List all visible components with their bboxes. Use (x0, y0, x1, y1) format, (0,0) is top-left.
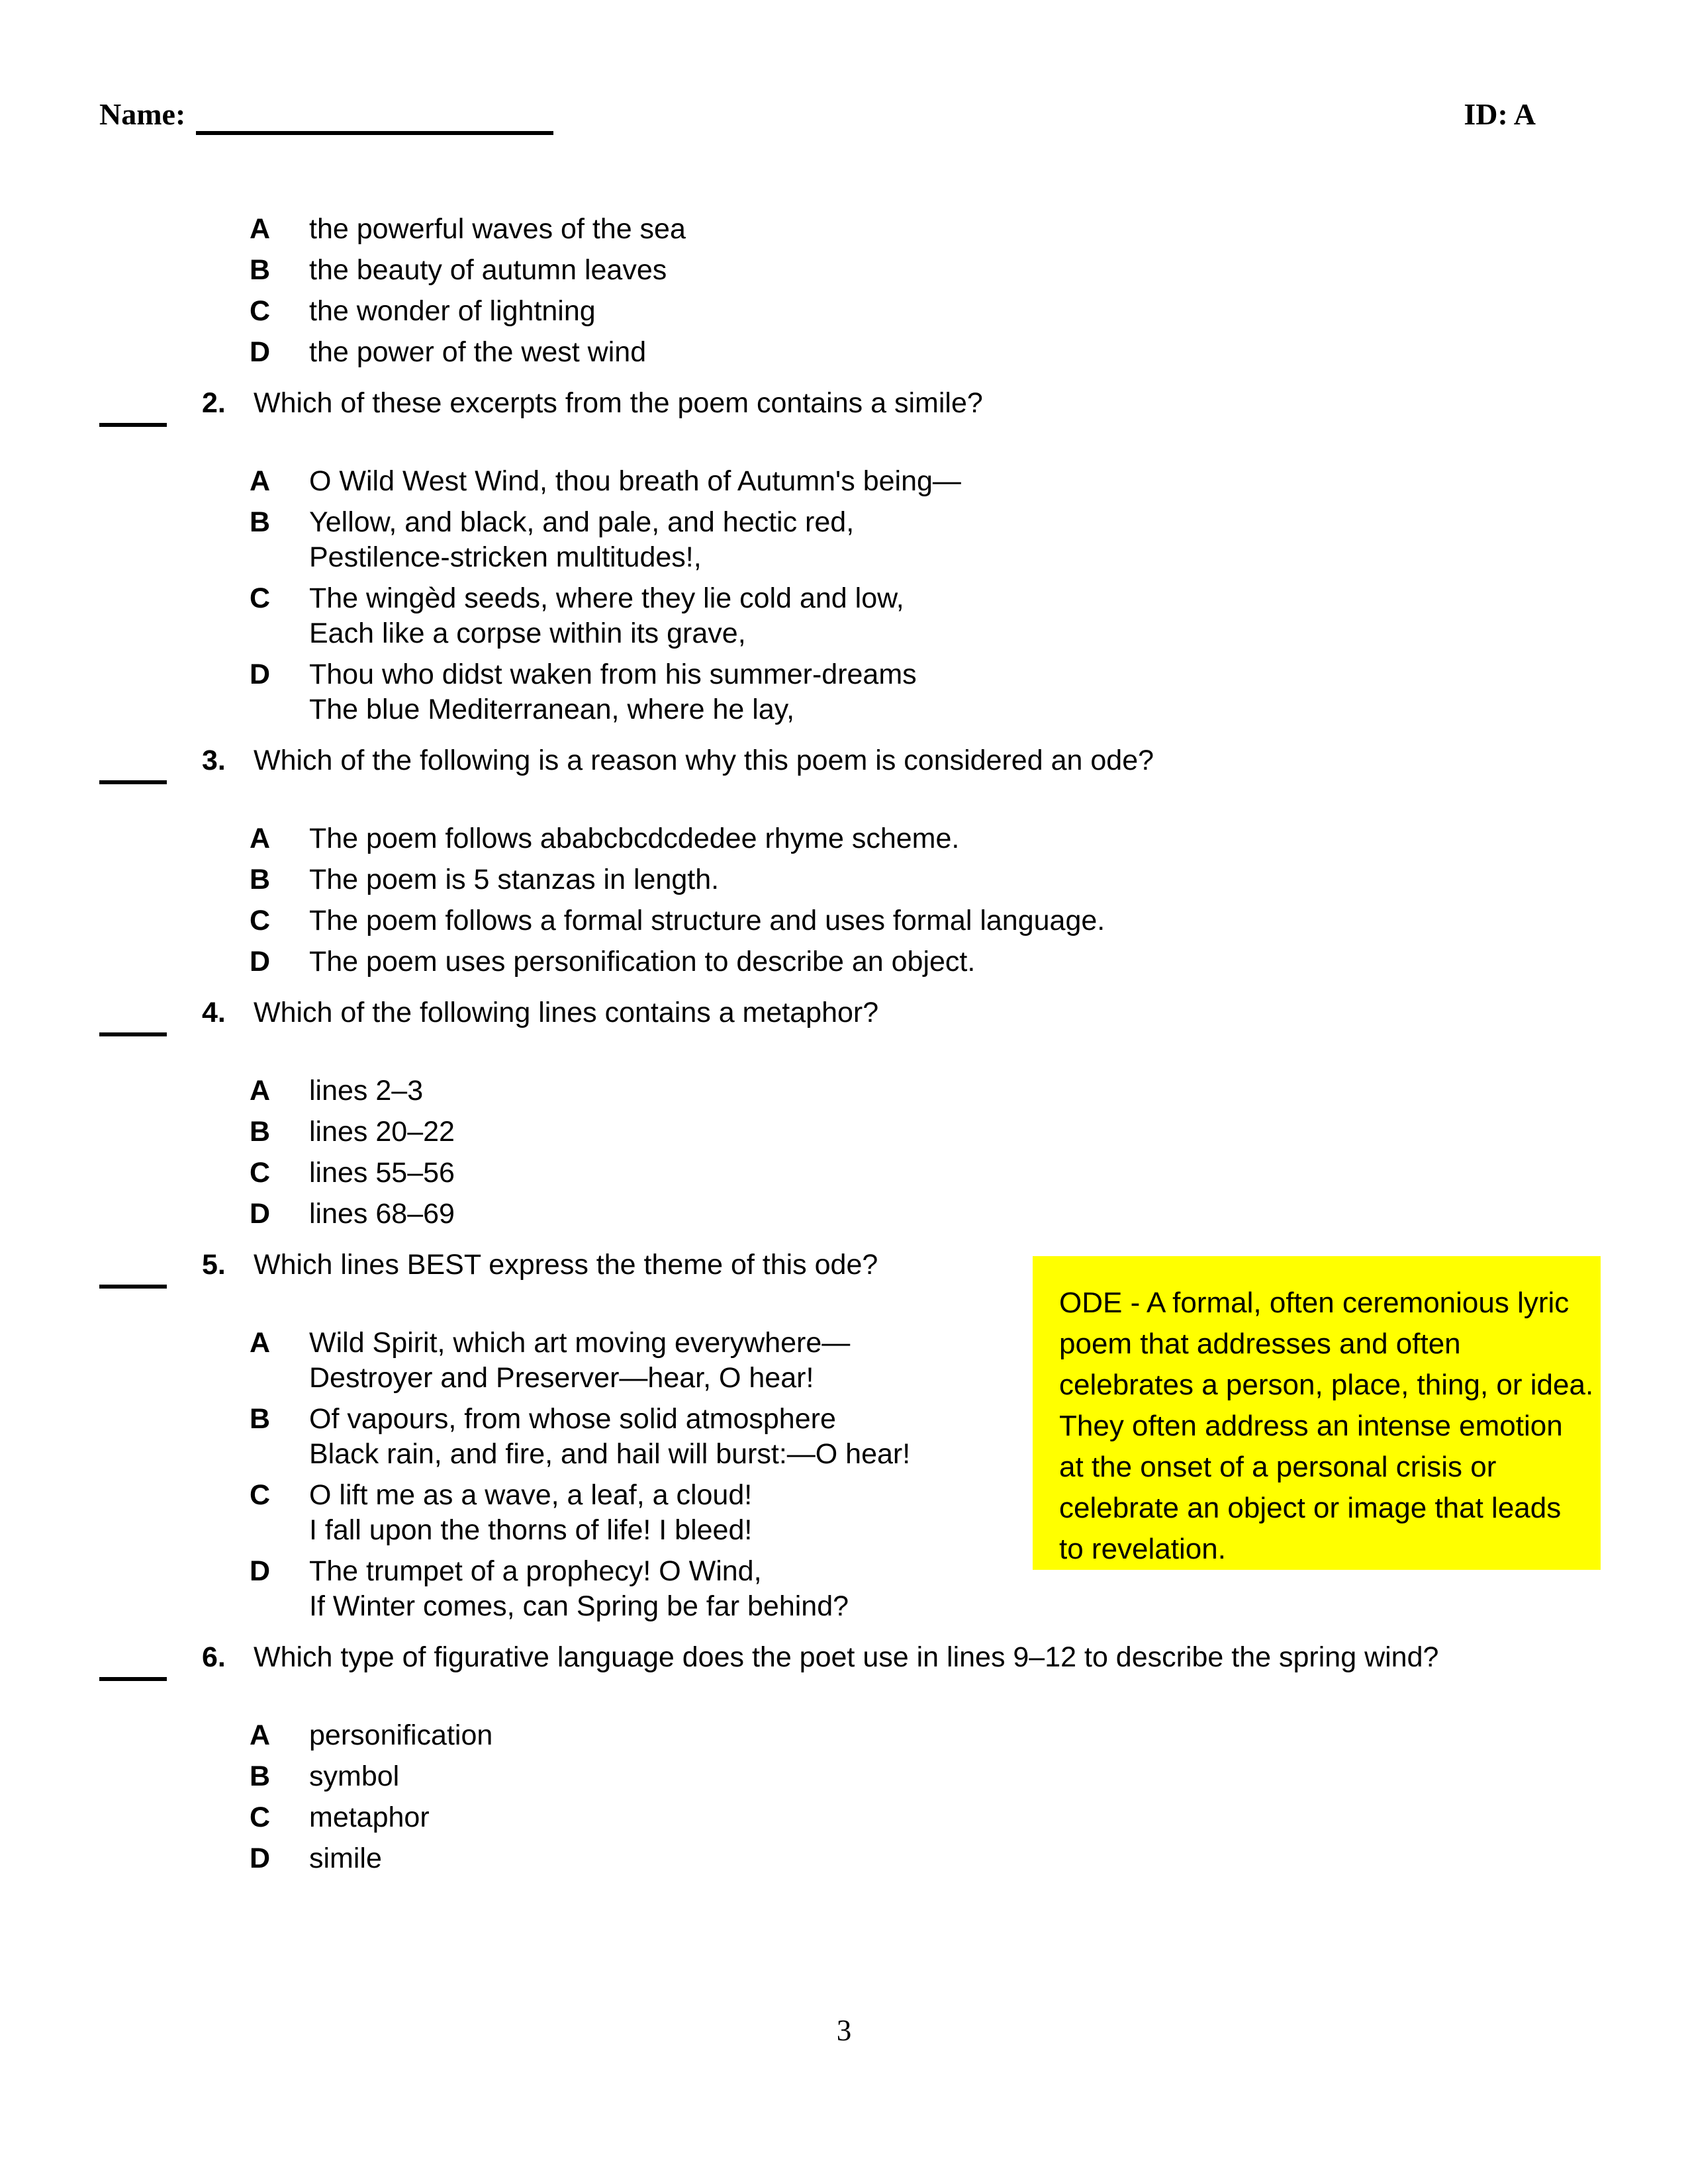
choice-letter: D (250, 336, 271, 368)
choice-letter: A (250, 465, 271, 497)
choice-c (250, 1156, 1688, 1191)
answer-blank[interactable] (99, 1285, 167, 1289)
question-4 (99, 995, 1688, 1030)
choice-c (250, 1800, 1688, 1835)
question-text: Which of the following lines contains a metaphor? (254, 997, 879, 1028)
choice-text: Each like a corpse within its grave, (309, 617, 746, 649)
choice-c (250, 903, 1688, 938)
choice-text: Of vapours, from whose solid atmosphere (309, 1403, 836, 1435)
choice-letter: C (250, 1801, 271, 1833)
choice-letter: D (250, 946, 271, 978)
choice-text: The poem uses personification to describe an object. (309, 946, 976, 978)
question-number: 6. (202, 1641, 226, 1673)
choice-b (250, 862, 1688, 897)
choice-letter: A (250, 823, 271, 854)
choice-text: Yellow, and black, and pale, and hectic red, (309, 506, 855, 538)
choice-c (250, 294, 1688, 329)
choice-a (250, 821, 1688, 856)
choice-text: lines 68–69 (309, 1198, 455, 1230)
choice-text: The poem follows ababcbcdcdedee rhyme scheme. (309, 823, 960, 854)
answer-blank[interactable] (99, 1677, 167, 1681)
choice-c (250, 1478, 1688, 1548)
choice-letter: B (250, 1116, 271, 1148)
question-3 (99, 743, 1688, 778)
question-area (99, 212, 1688, 1882)
choice-text: lines 2–3 (309, 1075, 424, 1107)
choice-letter: D (250, 1843, 271, 1874)
note-line: They often address an intense emotion (1059, 1410, 1563, 1442)
choice-d (250, 1554, 1688, 1624)
choice-a (250, 1718, 1688, 1753)
question-6-choices (99, 1718, 1688, 1876)
choice-letter: B (250, 254, 271, 286)
choice-letter: B (250, 506, 271, 538)
choice-text: The blue Mediterranean, where he lay, (309, 694, 795, 725)
choice-text: metaphor (309, 1801, 430, 1833)
choice-letter: B (250, 1760, 271, 1792)
choice-text: Wild Spirit, which art moving everywhere— (309, 1327, 851, 1359)
question-text: Which type of figurative language does the poet use in lines 9–12 to describe the spring wind? (254, 1641, 1439, 1673)
choice-text: lines 55–56 (309, 1157, 455, 1189)
choice-letter: C (250, 582, 271, 614)
choice-letter: B (250, 1403, 271, 1435)
choice-text: The wingèd seeds, where they lie cold and low, (309, 582, 904, 614)
note-line: celebrates a person, place, thing, or idea. (1059, 1369, 1594, 1401)
question-2-choices (99, 464, 1688, 727)
choice-b (250, 1115, 1688, 1150)
choice-text: simile (309, 1843, 382, 1874)
question-number: 4. (202, 997, 226, 1028)
question-5-choices (99, 1326, 1688, 1624)
choice-d (250, 944, 1688, 979)
note-line: to revelation. (1059, 1533, 1226, 1565)
page-number: 3 (836, 2014, 852, 2047)
choice-letter: D (250, 1555, 271, 1587)
choice-text: symbol (309, 1760, 400, 1792)
question-text: Which of these excerpts from the poem contains a simile? (254, 387, 983, 419)
choice-text: the beauty of autumn leaves (309, 254, 667, 286)
answer-blank[interactable] (99, 423, 167, 427)
choice-letter: A (250, 1719, 271, 1751)
choice-letter: A (250, 1075, 271, 1107)
question-number: 3. (202, 745, 226, 776)
choice-text: O lift me as a wave, a leaf, a cloud! (309, 1479, 753, 1511)
choice-letter: C (250, 905, 271, 936)
note-line: celebrate an object or image that leads (1059, 1492, 1562, 1524)
choice-text: The trumpet of a prophecy! O Wind, (309, 1555, 762, 1587)
question-6 (99, 1640, 1688, 1675)
question-2 (99, 386, 1688, 421)
note-line: at the onset of a personal crisis or (1059, 1451, 1497, 1483)
choice-b (250, 505, 1688, 575)
choice-d (250, 1841, 1688, 1876)
question-text: Which lines BEST express the theme of this ode? (254, 1249, 878, 1281)
note-line: poem that addresses and often (1059, 1328, 1461, 1360)
question-text: Which of the following is a reason why this poem is considered an ode? (254, 745, 1154, 776)
answer-blank[interactable] (99, 1032, 167, 1036)
choice-text: O Wild West Wind, thou breath of Autumn's being— (309, 465, 961, 497)
choice-letter: A (250, 213, 271, 245)
choice-text: If Winter comes, can Spring be far behind? (309, 1590, 849, 1622)
choice-letter: D (250, 1198, 271, 1230)
question-4-choices (99, 1073, 1688, 1232)
note-line: ODE - A formal, often ceremonious lyric (1059, 1287, 1570, 1319)
question-number: 5. (202, 1249, 226, 1281)
page-header (99, 99, 1599, 146)
choice-text: I fall upon the thorns of life! I bleed! (309, 1514, 753, 1546)
name-label: Name: (99, 97, 186, 131)
question-number: 2. (202, 387, 226, 419)
choice-text: Pestilence-stricken multitudes!, (309, 541, 702, 573)
choice-text: The poem follows a formal structure and uses formal language. (309, 905, 1105, 936)
choice-letter: B (250, 864, 271, 895)
answer-blank[interactable] (99, 780, 167, 784)
choice-d (250, 1197, 1688, 1232)
choice-text: Destroyer and Preserver—hear, O hear! (309, 1362, 814, 1394)
id-label: ID: A (1464, 97, 1536, 131)
choice-b (250, 253, 1688, 288)
choice-a (250, 1326, 1688, 1396)
choice-text: personification (309, 1719, 493, 1751)
question-1-choices (99, 212, 1688, 370)
choice-letter: C (250, 1157, 271, 1189)
choice-d (250, 657, 1688, 727)
question-5 (99, 1248, 1688, 1283)
choice-text: The poem is 5 stanzas in length. (309, 864, 720, 895)
choice-b (250, 1759, 1688, 1794)
choice-text: lines 20–22 (309, 1116, 455, 1148)
choice-a (250, 464, 1688, 499)
choice-letter: C (250, 1479, 271, 1511)
choice-d (250, 335, 1688, 370)
choice-a (250, 1073, 1688, 1109)
name-input-line[interactable] (196, 124, 553, 135)
choice-text: Black rain, and fire, and hail will burst:—O hear! (309, 1438, 911, 1470)
choice-b (250, 1402, 1688, 1472)
choice-text: the powerful waves of the sea (309, 213, 686, 245)
choice-letter: D (250, 659, 271, 690)
choice-text: the wonder of lightning (309, 295, 596, 327)
choice-text: the power of the west wind (309, 336, 647, 368)
choice-letter: A (250, 1327, 271, 1359)
question-3-choices (99, 821, 1688, 979)
choice-a (250, 212, 1688, 247)
choice-letter: C (250, 295, 271, 327)
choice-c (250, 581, 1688, 651)
choice-text: Thou who didst waken from his summer-dreams (309, 659, 917, 690)
